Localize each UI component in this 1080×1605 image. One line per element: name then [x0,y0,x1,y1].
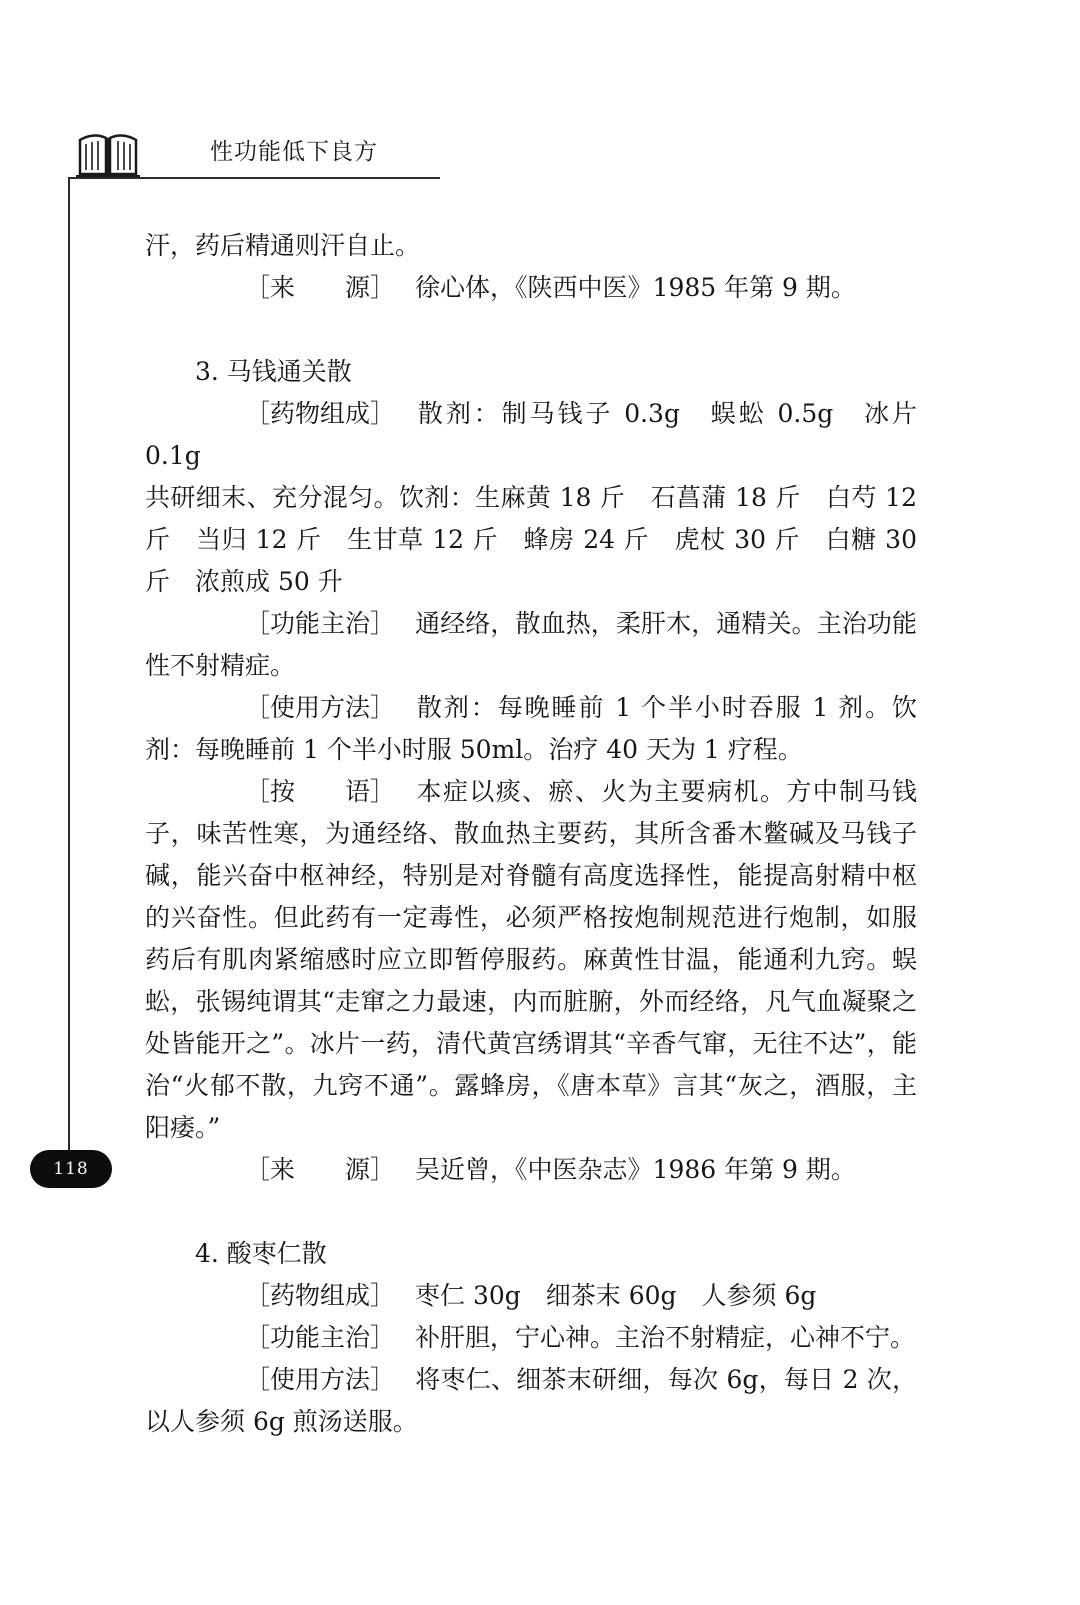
book-icon [76,132,140,178]
function-tag: ［功能主治］ [245,609,396,638]
paragraph-continuation: 汗，药后精通则汗自止。 [145,231,421,260]
source-text: 徐心体，《陕西中医》1985 年第 9 期。 [415,273,856,302]
source-tag: ［来 源］ [245,273,396,302]
note-paragraph: ［按 语］ 本症以痰、瘀、火为主要病机。方中制马钱子，味苦性寒，为通经络、散血热主要药，其所含番木鳖碱及马钱子碱，能兴奋中枢神经，特别是对脊髓有高度选择性，能提高射精中枢的兴奋性。但此药有一定毒性，必须严格按炮制规范进行炮制，如服药后有肌肉紧缩感时应立即暂停服药。麻黄性甘温，能通利九窍。蜈蚣，张锡纯谓其“走窜之力最速，内而脏腑，外而经络，凡气血凝聚之处皆能开之”。冰片一药，清代黄宫绣谓其“辛香气窜，无往不达”，能治“火郁不散，九窍不通”。露蜂房，《唐本草》言其“灰之，酒服，主阳痿。” [145,771,917,1149]
header-rule [68,177,440,179]
composition-tag: ［药物组成］ [245,399,396,428]
function-paragraph: ［功能主治］ 补肝胆，宁心神。主治不射精症，心神不宁。 [145,1317,917,1359]
section-heading-3: 3. 马钱通关散 [195,357,352,386]
usage-paragraph: ［使用方法］ 将枣仁、细茶末研细，每次 6g，每日 2 次，以人参须 6g 煎汤送服。 [145,1359,917,1443]
function-paragraph: ［功能主治］ 通经络，散血热，柔肝木，通精关。主治功能性不射精症。 [145,603,917,687]
source-text: 吴近曾，《中医杂志》1986 年第 9 期。 [415,1155,856,1184]
source-line [145,267,917,309]
section-heading-4: 4. 酸枣仁散 [195,1239,327,1268]
page-number-badge: 118 [30,1150,112,1188]
function-tag: ［功能主治］ [245,1323,396,1352]
usage-tag: ［使用方法］ [245,1365,396,1394]
composition-paragraph: ［药物组成］ 散剂：制马钱子 0.3g 蜈蚣 0.5g 冰片 0.1g [145,393,917,477]
usage-paragraph: ［使用方法］ 散剂：每晚睡前 1 个半小时吞服 1 剂。饮剂：每晚睡前 1 个半小时服 50ml。治疗 40 天为 1 疗程。 [145,687,917,771]
note-tag: ［按 语］ [245,777,396,806]
source-line [145,1149,917,1191]
body-text [145,225,917,1443]
composition-paragraph: ［药物组成］ 枣仁 30g 细茶末 60g 人参须 6g [145,1275,917,1317]
source-tag: ［来 源］ [245,1155,396,1184]
composition-tag: ［药物组成］ [245,1281,396,1310]
running-header-title: 性功能低下良方 [210,139,378,165]
usage-tag: ［使用方法］ [245,693,396,722]
margin-rule [68,177,70,1152]
composition-paragraph-continued: 共研细末、充分混匀。饮剂：生麻黄 18 斤 石菖蒲 18 斤 白芍 12 斤 当归 12 斤 生甘草 12 斤 蜂房 24 斤 虎杖 30 斤 白糖 30 斤 浓煎成 50 升 [145,483,917,596]
